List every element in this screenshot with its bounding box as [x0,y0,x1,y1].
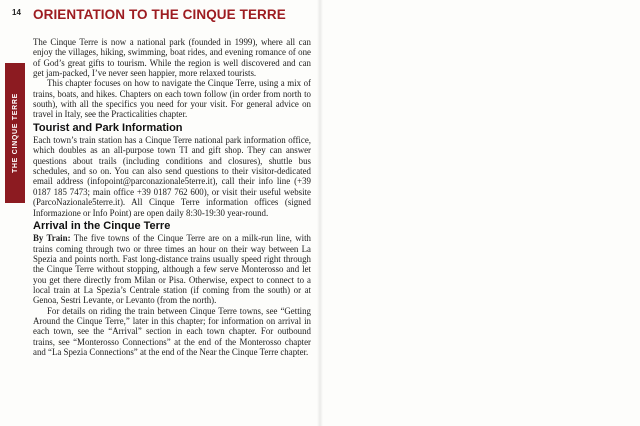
section-heading-tourist-info: Tourist and Park Information [33,122,183,135]
by-train-lead: By Train: [33,233,71,244]
page-number-left: 14 [12,8,21,17]
train-details-paragraph: For details on riding the train between Cinque Terre towns, see “Getting Around the Cinque Terre,” later in this chapter; for information on arrival in each town, see the “Arrival” section in each town chapter. For outbound trains, see “Monterosso Connections” at the end of the Monterosso chapter and “La Spezia Connections” at the end of the Near the Cinque Terre chapter. [33,305,311,357]
intro-paragraph-1: The Cinque Terre is now a national park (founded in 1999), where all can enjoy the villages, hiking, swimming, boat rides, and evening romance of one of God’s great gifts to tourism. While the region is well discovered and can get jam-packed, I’ve never seen happier, more relaxed tourists. [33,37,311,79]
section-heading-arrival: Arrival in the Cinque Terre [33,220,171,233]
left-text-column [33,37,311,357]
tourist-info-paragraph: Each town’s train station has a Cinque Terre national park information office, which doubles as an all-purpose town TI and gift shop. They can answer questions about trails (including conditions and closures), shuttle bus schedules, and so on. You can also send questions to their visitor-dedicated email address (infopoint@parconazionale5terre.it), call their info line (+39 0187 185 7473; main office +39 0187 762 600), or visit their useful website (ParcoNazionale5terre.it). All Cinque Terre information offices (signed Informazione or Info Point) are open daily 8:30-19:30 year-round. [33,135,311,218]
chapter-tab-left-label: THE CINQUE TERRE [11,92,19,174]
intro-paragraph-2: This chapter focuses on how to navigate the Cinque Terre, using a mix of trains, boats, and hikes. Chapters on each town follow (in order from north to south), with all the specifics you need for your visit. For general advice on travel in Italy, see the Practicalities chapter. [33,78,311,120]
chapter-title: ORIENTATION TO THE CINQUE TERRE [33,7,286,22]
right-page [320,0,640,426]
by-train-paragraph [33,233,311,305]
by-train-text: The five towns of the Cinque Terre are on a milk-run line, with trains coming through two or three times an hour on their way between La Spezia and points north. Fast long-distance trains usually speed right through the Cinque Terre without stopping, although a few serve Monterosso and let you get there directly from Milan or Pisa. Otherwise, expect to connect to a local train at La Spezia’s Centrale station (if coming from the south) or at Genoa, Sestri Levante, or Levanto (from the north). [33,233,311,306]
chapter-tab-left [5,63,25,203]
